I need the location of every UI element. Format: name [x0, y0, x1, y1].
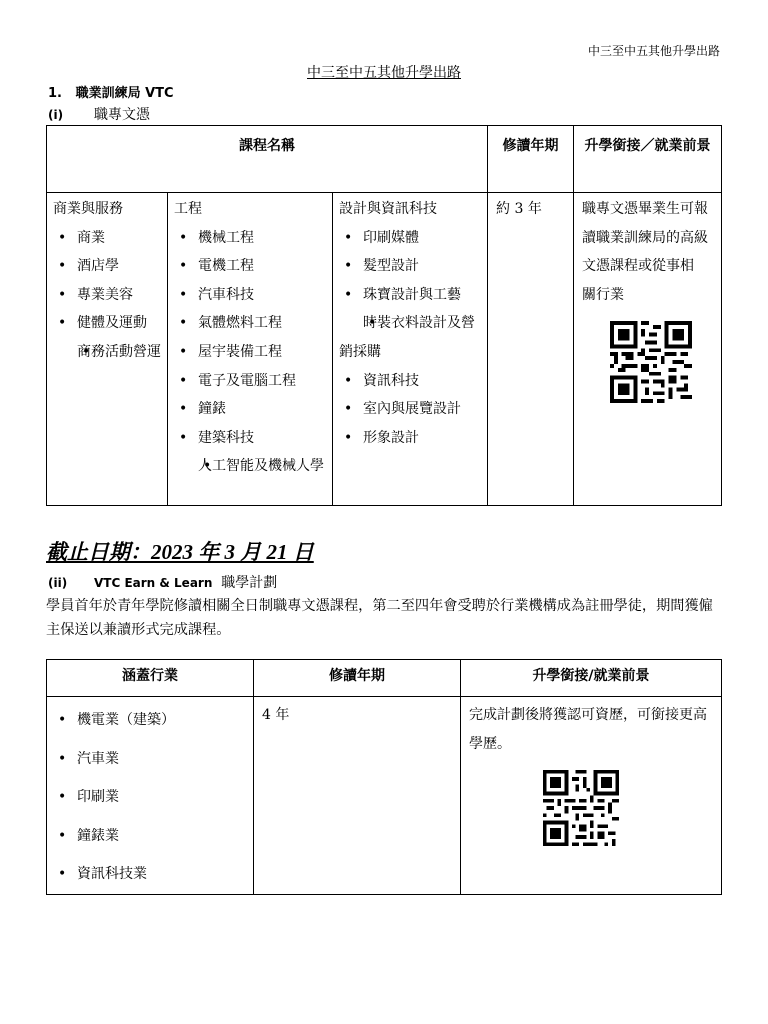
column-design-it — [333, 193, 488, 506]
category-head: 商業與服務 — [53, 201, 123, 217]
subsection-label: (ii) — [48, 576, 68, 590]
list-item: • 汽車業 — [53, 740, 247, 779]
list-item: • 珠寶設計與工藝 — [339, 281, 481, 310]
prospects-cell — [461, 697, 722, 895]
list-item: • 建築科技 — [174, 424, 326, 453]
column-business-services — [47, 193, 168, 506]
category-head: 設計與資訊科技 — [339, 201, 437, 217]
list-item: • 印刷媒體 — [339, 224, 481, 253]
subsection-ii-heading — [48, 572, 277, 592]
header-prospects: 升學銜接／就業前景 — [574, 126, 722, 193]
list-item: • 人工智能及機械人學 — [174, 452, 326, 481]
column-engineering — [168, 193, 333, 506]
earn-learn-description: 學員首年於青年學院修讀相關全日制職專文憑課程，第二至四年會受聘於行業機構成為註冊學徒，期間獲僱主保送以兼讀形式完成課程。 — [46, 598, 713, 638]
section-title: 職業訓練局 VTC — [75, 86, 174, 101]
qr-code-icon[interactable] — [607, 321, 695, 403]
duration-cell: 4 年 — [254, 697, 461, 895]
category-head: 工程 — [174, 201, 202, 217]
list-item: • 鐘錶業 — [53, 817, 247, 856]
industries-cell — [47, 697, 254, 895]
list-item: • 商業 — [53, 224, 161, 253]
prospects-cell — [574, 193, 722, 506]
list-item: • 機電業（建築） — [53, 701, 247, 740]
list-item: • 資訊科技 — [339, 367, 481, 396]
subsection-label: (i) — [48, 108, 64, 122]
list-item: • 氣體燃料工程 — [174, 309, 326, 338]
vtc-diploma-table — [46, 125, 722, 506]
list-item: • 健體及運動 — [53, 309, 161, 338]
application-deadline: 截止日期：2023 年 3 月 21 日 — [46, 540, 314, 564]
list-item: • 汽車科技 — [174, 281, 326, 310]
prospects-text: 職專文憑畢業生可報讀職業訓練局的高級文憑課程或從事相 — [582, 201, 709, 275]
running-header: 中三至中五其他升學出路 — [587, 44, 720, 58]
list-item: • 時裝衣料設計及營銷採購 — [339, 309, 481, 366]
list-item: • 電機工程 — [174, 252, 326, 281]
list-item: • 髮型設計 — [339, 252, 481, 281]
header-industries: 涵蓋行業 — [47, 660, 254, 697]
duration-cell: 約 3 年 — [488, 193, 574, 506]
list-item: • 電子及電腦工程 — [174, 367, 326, 396]
prospects-text: 完成計劃後將獲認可資歷，可銜接更高學歷。 — [469, 707, 707, 752]
header-duration: 修讀年期 — [488, 126, 574, 193]
subsection-i-heading — [48, 104, 150, 124]
earn-learn-table — [46, 659, 722, 895]
header-course-name: 課程名稱 — [47, 126, 488, 193]
header-prospects: 升學銜接/就業前景 — [461, 660, 722, 697]
header-duration: 修讀年期 — [254, 660, 461, 697]
list-item: • 專業美容 — [53, 281, 161, 310]
list-item: • 印刷業 — [53, 778, 247, 817]
qr-code-icon[interactable] — [541, 770, 621, 846]
subsection-name: 職專文憑 — [94, 107, 150, 123]
document-title: 中三至中五其他升學出路 — [307, 65, 461, 81]
subsection-name: VTC Earn & Learn — [94, 576, 213, 590]
list-item: • 室內與展覽設計 — [339, 395, 481, 424]
section-1-heading — [48, 82, 174, 101]
list-item: • 商務活動營運 — [53, 338, 161, 367]
list-item: • 機械工程 — [174, 224, 326, 253]
list-item: • 形象設計 — [339, 424, 481, 453]
list-item: • 屋宇裝備工程 — [174, 338, 326, 367]
list-item: • 資訊科技業 — [53, 855, 247, 894]
section-number: 1. — [48, 86, 62, 101]
prospects-text-2: 關行業 — [582, 286, 625, 303]
list-item: • 鐘錶 — [174, 395, 326, 424]
list-item: • 酒店學 — [53, 252, 161, 281]
subsection-name-zh: 職學計劃 — [221, 575, 278, 591]
